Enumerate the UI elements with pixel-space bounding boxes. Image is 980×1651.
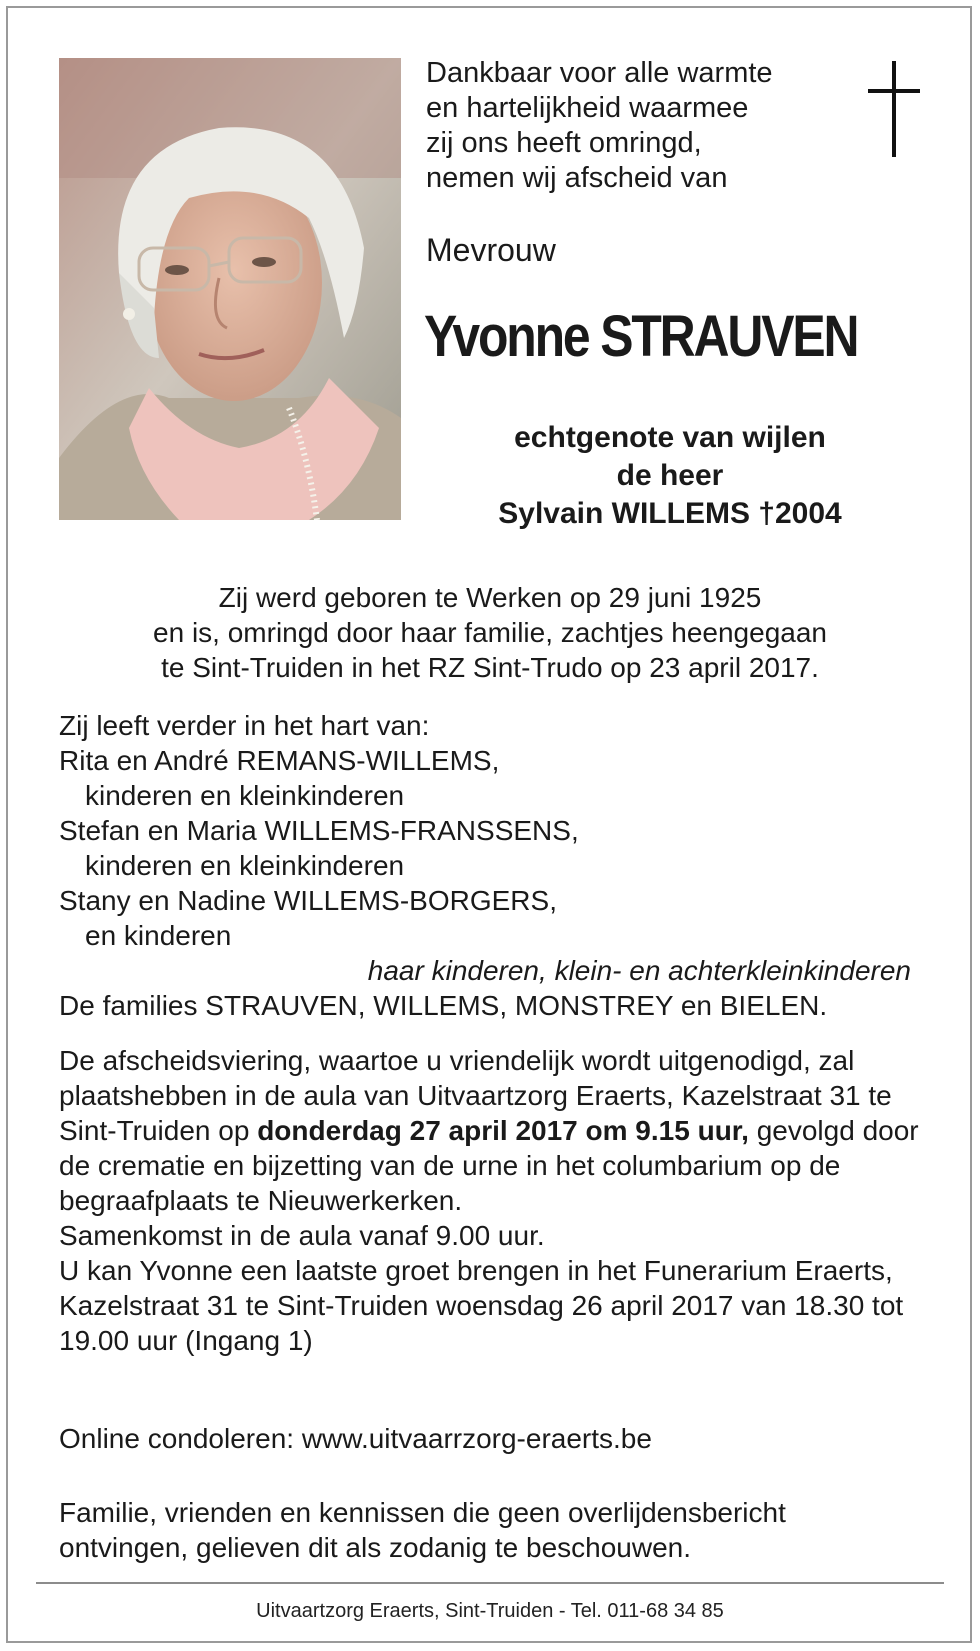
family-line: Stany en Nadine WILLEMS-BORGERS,	[59, 885, 557, 916]
family-line: en kinderen	[85, 920, 232, 951]
portrait-photo	[59, 58, 401, 520]
intro-text: Dankbaar voor alle warmte en hartelijkheid waarmee zij ons heeft omringd, nemen wij afscheid van	[426, 57, 773, 194]
meeting-info: Samenkomst in de aula vanaf 9.00 uur.	[59, 1220, 545, 1251]
ceremony-paragraph	[59, 1043, 939, 1218]
spouse-info: echtgenote van wijlen de heer Sylvain WILLEMS †2004	[498, 421, 842, 530]
ceremony-date: donderdag 27 april 2017 om 9.15 uur,	[257, 1115, 749, 1146]
ceremony-text-1: De afscheidsviering, waartoe u vriendelijk wordt uitgenodigd, zal plaatshebben in de aula van Uitvaartzorg Eraerts, Kazelstraat 31 te Sint-Truiden op	[59, 1045, 892, 1146]
ceremony-section	[59, 1043, 939, 1358]
birth-death-info: Zij werd geboren te Werken op 29 juni 1925 en is, omringd door haar familie, zachtjes heengegaan te Sint-Truiden in het RZ Sint-Trudo op 23 april 2017.	[153, 582, 827, 683]
title-prefix: Mevrouw	[426, 232, 556, 268]
family-line: kinderen en kleinkinderen	[85, 780, 405, 811]
family-names: De families STRAUVEN, WILLEMS, MONSTREY en BIELEN.	[59, 990, 828, 1021]
family-section	[59, 708, 939, 1023]
online-condolence: Online condoleren: www.uitvaarrzorg-eraerts.be	[59, 1423, 652, 1454]
visit-info: U kan Yvonne een laatste groet brengen in het Funerarium Eraerts, Kazelstraat 31 te Sint-Truiden woensdag 26 april 2017 van 18.30 tot 19.00 uur (Ingang 1)	[59, 1255, 904, 1356]
deceased-name: Yvonne STRAUVEN	[424, 304, 858, 369]
cross-icon	[866, 61, 922, 157]
footer-divider	[36, 1582, 944, 1584]
family-line: Rita en André REMANS-WILLEMS,	[59, 745, 500, 776]
ceremony-text-2: gevolgd door de crematie en bijzetting van de urne in het columbarium op de begraafplaats te Nieuwerkerken.	[59, 1115, 919, 1216]
family-line: Stefan en Maria WILLEMS-FRANSSENS,	[59, 815, 579, 846]
closing-note: Familie, vrienden en kennissen die geen overlijdensbericht ontvingen, gelieven dit als zodanig te beschouwen.	[59, 1497, 786, 1563]
family-line: kinderen en kleinkinderen	[85, 850, 405, 881]
family-heading: Zij leeft verder in het hart van:	[59, 710, 430, 741]
footer-contact: Uitvaartzorg Eraerts, Sint-Truiden - Tel. 011-68 34 85	[256, 1600, 724, 1622]
family-summary: haar kinderen, klein- en achterkleinkinderen	[367, 955, 911, 986]
